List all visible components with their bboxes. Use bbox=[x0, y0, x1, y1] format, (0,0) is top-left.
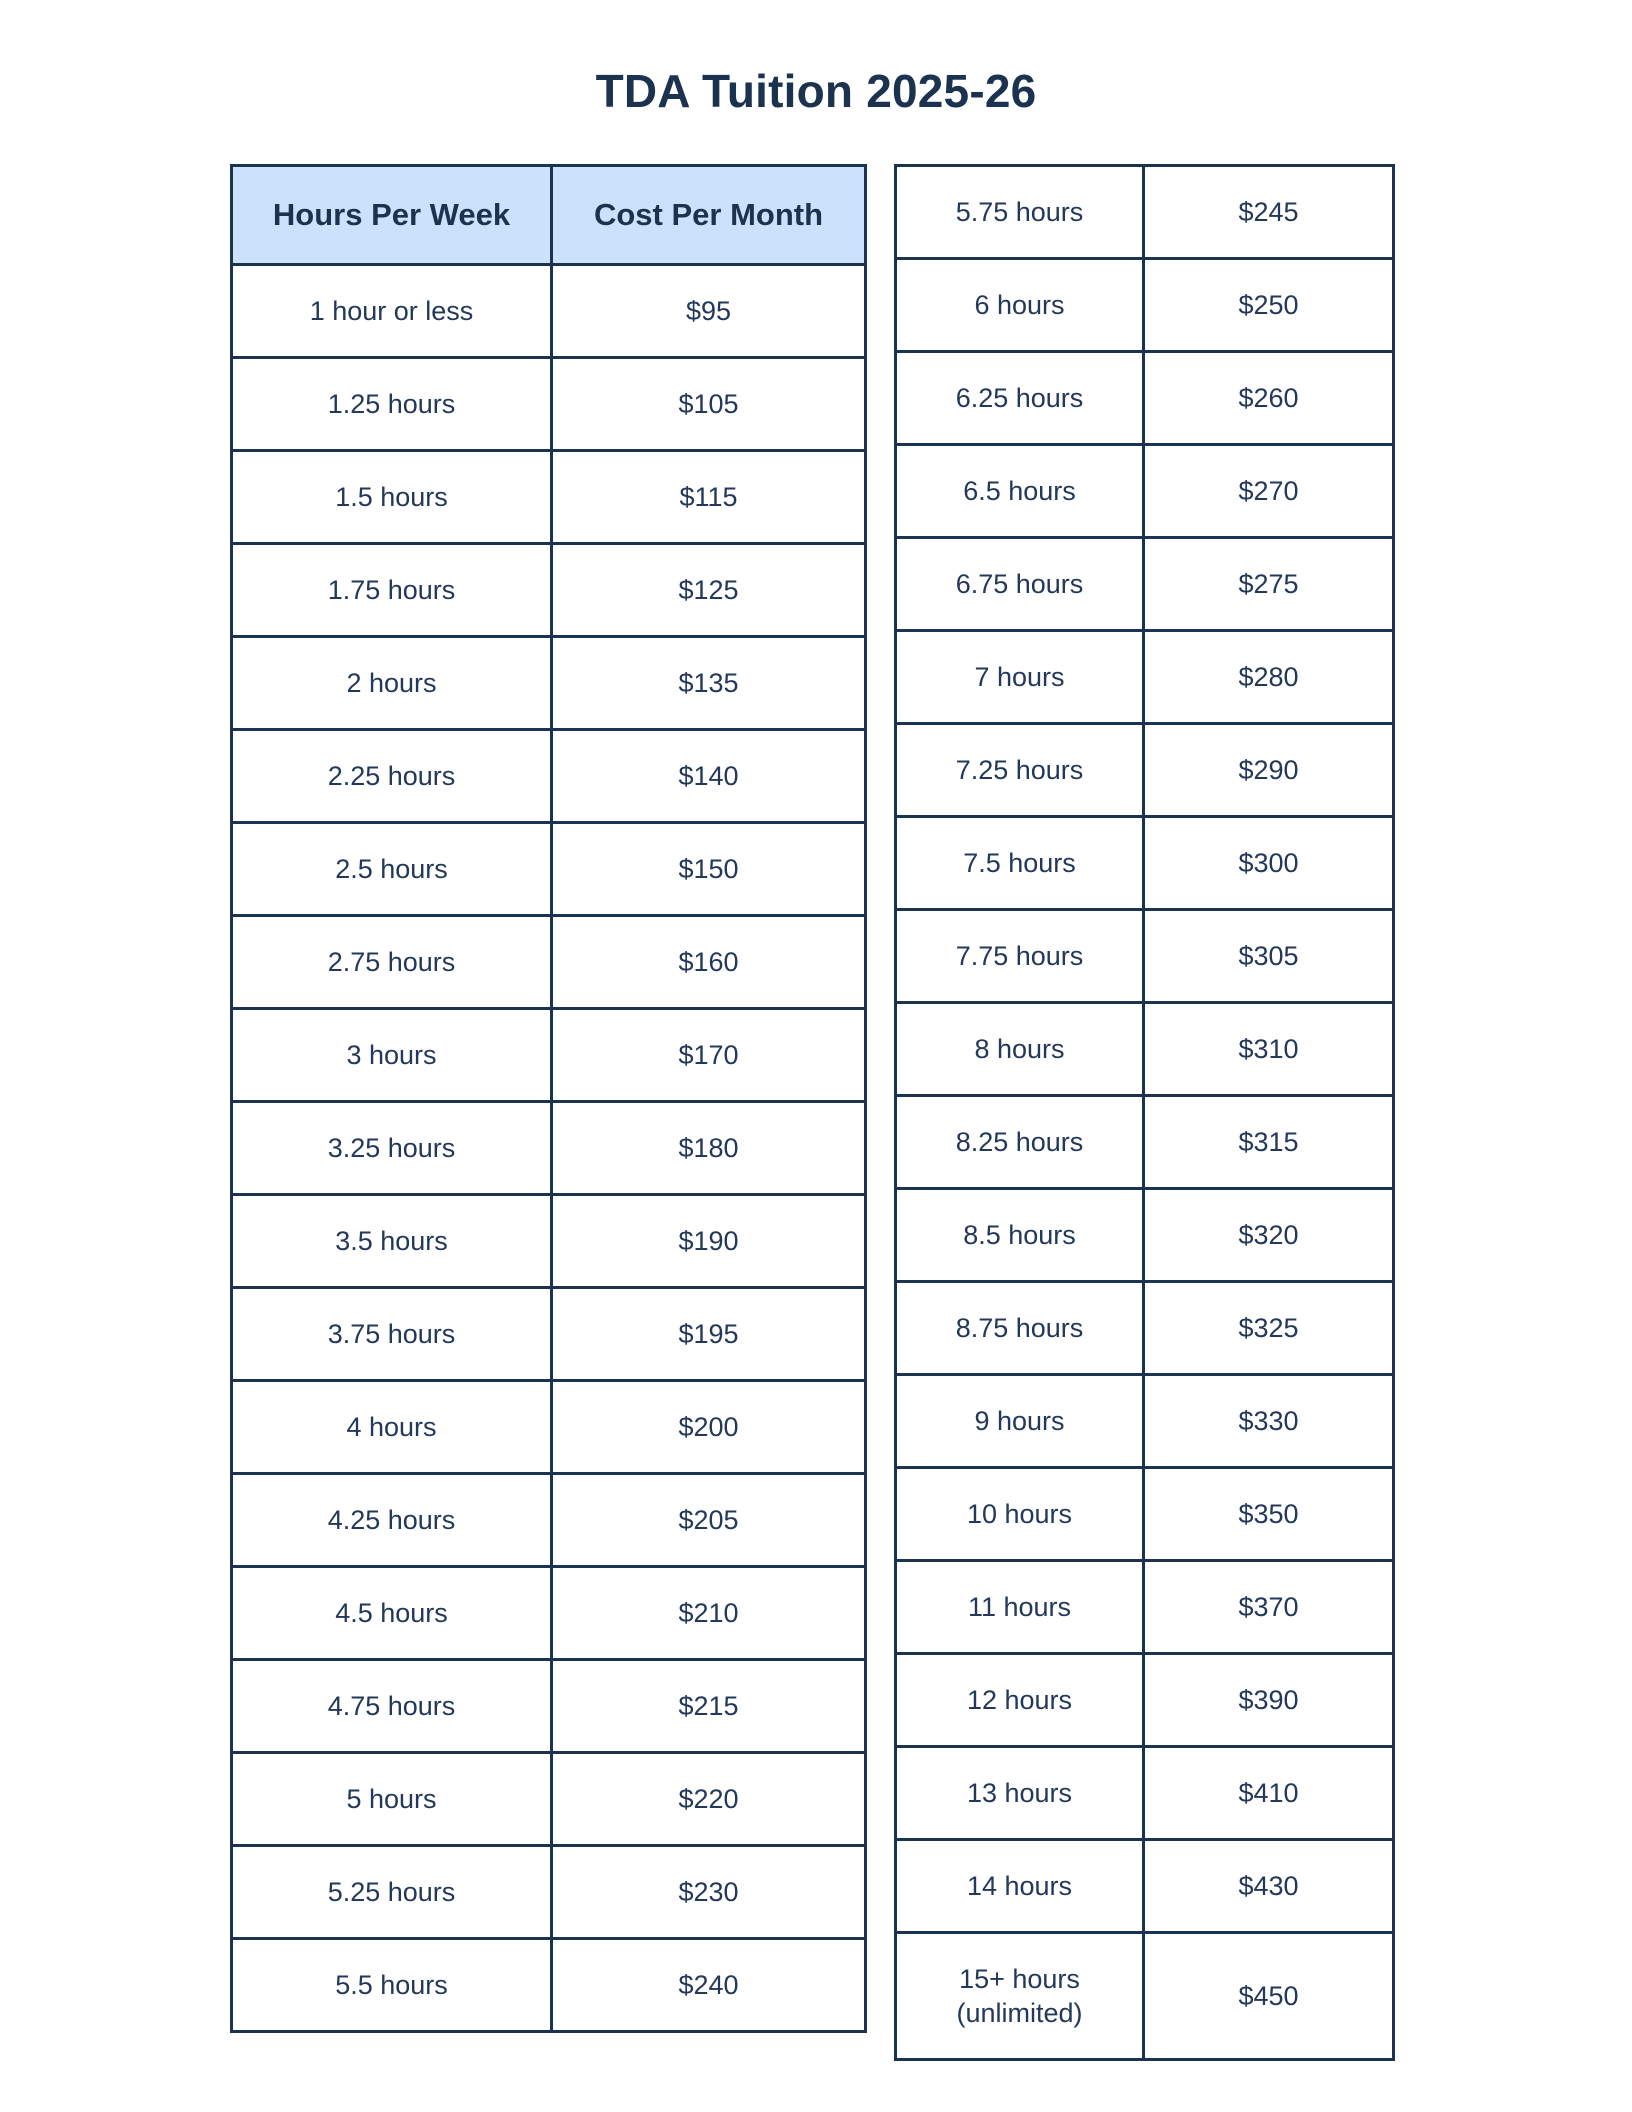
tuition-table-left bbox=[230, 164, 867, 2033]
hours-cell: 2.75 hours bbox=[232, 916, 552, 1009]
cost-cell: $330 bbox=[1144, 1375, 1394, 1468]
cost-cell: $200 bbox=[552, 1381, 866, 1474]
cost-cell: $320 bbox=[1144, 1189, 1394, 1282]
table-row bbox=[232, 1474, 866, 1567]
table-row bbox=[896, 1747, 1394, 1840]
cost-cell: $410 bbox=[1144, 1747, 1394, 1840]
cost-cell: $450 bbox=[1144, 1933, 1394, 2060]
cost-cell: $325 bbox=[1144, 1282, 1394, 1375]
cost-cell: $140 bbox=[552, 730, 866, 823]
cost-cell: $170 bbox=[552, 1009, 866, 1102]
table-row bbox=[232, 358, 866, 451]
table-row bbox=[896, 538, 1394, 631]
table-row bbox=[232, 1288, 866, 1381]
table-row bbox=[896, 817, 1394, 910]
hours-cell: 2.25 hours bbox=[232, 730, 552, 823]
cost-cell: $205 bbox=[552, 1474, 866, 1567]
page-title: TDA Tuition 2025-26 bbox=[595, 65, 1037, 117]
table-row bbox=[232, 265, 866, 358]
cost-cell: $260 bbox=[1144, 352, 1394, 445]
cost-cell: $350 bbox=[1144, 1468, 1394, 1561]
cost-cell: $195 bbox=[552, 1288, 866, 1381]
table-row bbox=[896, 445, 1394, 538]
hours-cell: 4.5 hours bbox=[232, 1567, 552, 1660]
table-row bbox=[896, 724, 1394, 817]
table-row bbox=[232, 1660, 866, 1753]
hours-cell: 9 hours bbox=[896, 1375, 1144, 1468]
hours-cell: 2 hours bbox=[232, 637, 552, 730]
column-header-cost: Cost Per Month bbox=[552, 166, 866, 265]
cost-cell: $190 bbox=[552, 1195, 866, 1288]
table-row bbox=[232, 451, 866, 544]
hours-cell: 5.75 hours bbox=[896, 166, 1144, 259]
table-row bbox=[896, 1654, 1394, 1747]
table-row bbox=[896, 1282, 1394, 1375]
hours-cell: 7.75 hours bbox=[896, 910, 1144, 1003]
cost-cell: $310 bbox=[1144, 1003, 1394, 1096]
cost-cell: $230 bbox=[552, 1846, 866, 1939]
hours-cell: 12 hours bbox=[896, 1654, 1144, 1747]
cost-cell: $430 bbox=[1144, 1840, 1394, 1933]
cost-cell: $300 bbox=[1144, 817, 1394, 910]
hours-cell: 1.5 hours bbox=[232, 451, 552, 544]
cost-cell: $240 bbox=[552, 1939, 866, 2032]
table-row bbox=[232, 1381, 866, 1474]
hours-cell: 7.25 hours bbox=[896, 724, 1144, 817]
cost-cell: $105 bbox=[552, 358, 866, 451]
hours-cell: 8.5 hours bbox=[896, 1189, 1144, 1282]
table-header-row bbox=[232, 166, 866, 265]
hours-cell: 14 hours bbox=[896, 1840, 1144, 1933]
cost-cell: $250 bbox=[1144, 259, 1394, 352]
cost-cell: $180 bbox=[552, 1102, 866, 1195]
hours-cell: 13 hours bbox=[896, 1747, 1144, 1840]
cost-cell: $305 bbox=[1144, 910, 1394, 1003]
hours-cell: 3.75 hours bbox=[232, 1288, 552, 1381]
table-row bbox=[896, 1375, 1394, 1468]
cost-cell: $150 bbox=[552, 823, 866, 916]
cost-cell: $220 bbox=[552, 1753, 866, 1846]
table-row bbox=[896, 1189, 1394, 1282]
table-row bbox=[896, 166, 1394, 259]
table-row bbox=[232, 823, 866, 916]
hours-cell: 1 hour or less bbox=[232, 265, 552, 358]
cost-cell: $95 bbox=[552, 265, 866, 358]
table-row bbox=[896, 1561, 1394, 1654]
cost-cell: $280 bbox=[1144, 631, 1394, 724]
table-row bbox=[896, 1933, 1394, 2060]
table-row bbox=[232, 916, 866, 1009]
hours-cell: 8.25 hours bbox=[896, 1096, 1144, 1189]
cost-cell: $275 bbox=[1144, 538, 1394, 631]
hours-cell: 4.25 hours bbox=[232, 1474, 552, 1567]
cost-cell: $135 bbox=[552, 637, 866, 730]
cost-cell: $215 bbox=[552, 1660, 866, 1753]
hours-cell: 5.25 hours bbox=[232, 1846, 552, 1939]
hours-cell: 10 hours bbox=[896, 1468, 1144, 1561]
table-row bbox=[896, 1468, 1394, 1561]
hours-cell: 4 hours bbox=[232, 1381, 552, 1474]
cost-cell: $290 bbox=[1144, 724, 1394, 817]
table-row bbox=[232, 1102, 866, 1195]
table-row bbox=[232, 1009, 866, 1102]
hours-cell: 7 hours bbox=[896, 631, 1144, 724]
hours-cell: 3 hours bbox=[232, 1009, 552, 1102]
table-row bbox=[896, 1003, 1394, 1096]
table-row bbox=[232, 1195, 866, 1288]
hours-cell: 2.5 hours bbox=[232, 823, 552, 916]
cost-cell: $370 bbox=[1144, 1561, 1394, 1654]
table-row bbox=[232, 544, 866, 637]
hours-cell: 6.25 hours bbox=[896, 352, 1144, 445]
cost-cell: $210 bbox=[552, 1567, 866, 1660]
table-row bbox=[896, 352, 1394, 445]
hours-cell: 6.5 hours bbox=[896, 445, 1144, 538]
table-row bbox=[232, 1939, 866, 2032]
table-row bbox=[232, 637, 866, 730]
hours-cell: 8.75 hours bbox=[896, 1282, 1144, 1375]
table-row bbox=[896, 259, 1394, 352]
cost-cell: $115 bbox=[552, 451, 866, 544]
hours-cell: 6.75 hours bbox=[896, 538, 1144, 631]
cost-cell: $270 bbox=[1144, 445, 1394, 538]
hours-cell: 5 hours bbox=[232, 1753, 552, 1846]
hours-cell: 1.75 hours bbox=[232, 544, 552, 637]
cost-cell: $390 bbox=[1144, 1654, 1394, 1747]
hours-cell: 11 hours bbox=[896, 1561, 1144, 1654]
column-header-hours: Hours Per Week bbox=[232, 166, 552, 265]
table-row bbox=[232, 1846, 866, 1939]
table-row bbox=[896, 1096, 1394, 1189]
cost-cell: $125 bbox=[552, 544, 866, 637]
table-row bbox=[896, 910, 1394, 1003]
tuition-table-right bbox=[894, 164, 1395, 2061]
hours-cell: 7.5 hours bbox=[896, 817, 1144, 910]
table-row bbox=[232, 730, 866, 823]
hours-cell: 4.75 hours bbox=[232, 1660, 552, 1753]
table-row bbox=[232, 1567, 866, 1660]
hours-cell: 3.5 hours bbox=[232, 1195, 552, 1288]
cost-cell: $160 bbox=[552, 916, 866, 1009]
hours-cell: 15+ hours (unlimited) bbox=[896, 1933, 1144, 2060]
hours-cell: 5.5 hours bbox=[232, 1939, 552, 2032]
hours-cell: 3.25 hours bbox=[232, 1102, 552, 1195]
hours-cell: 8 hours bbox=[896, 1003, 1144, 1096]
table-row bbox=[896, 1840, 1394, 1933]
cost-cell: $315 bbox=[1144, 1096, 1394, 1189]
table-row bbox=[896, 631, 1394, 724]
table-row bbox=[232, 1753, 866, 1846]
hours-cell: 6 hours bbox=[896, 259, 1144, 352]
hours-cell: 1.25 hours bbox=[232, 358, 552, 451]
cost-cell: $245 bbox=[1144, 166, 1394, 259]
